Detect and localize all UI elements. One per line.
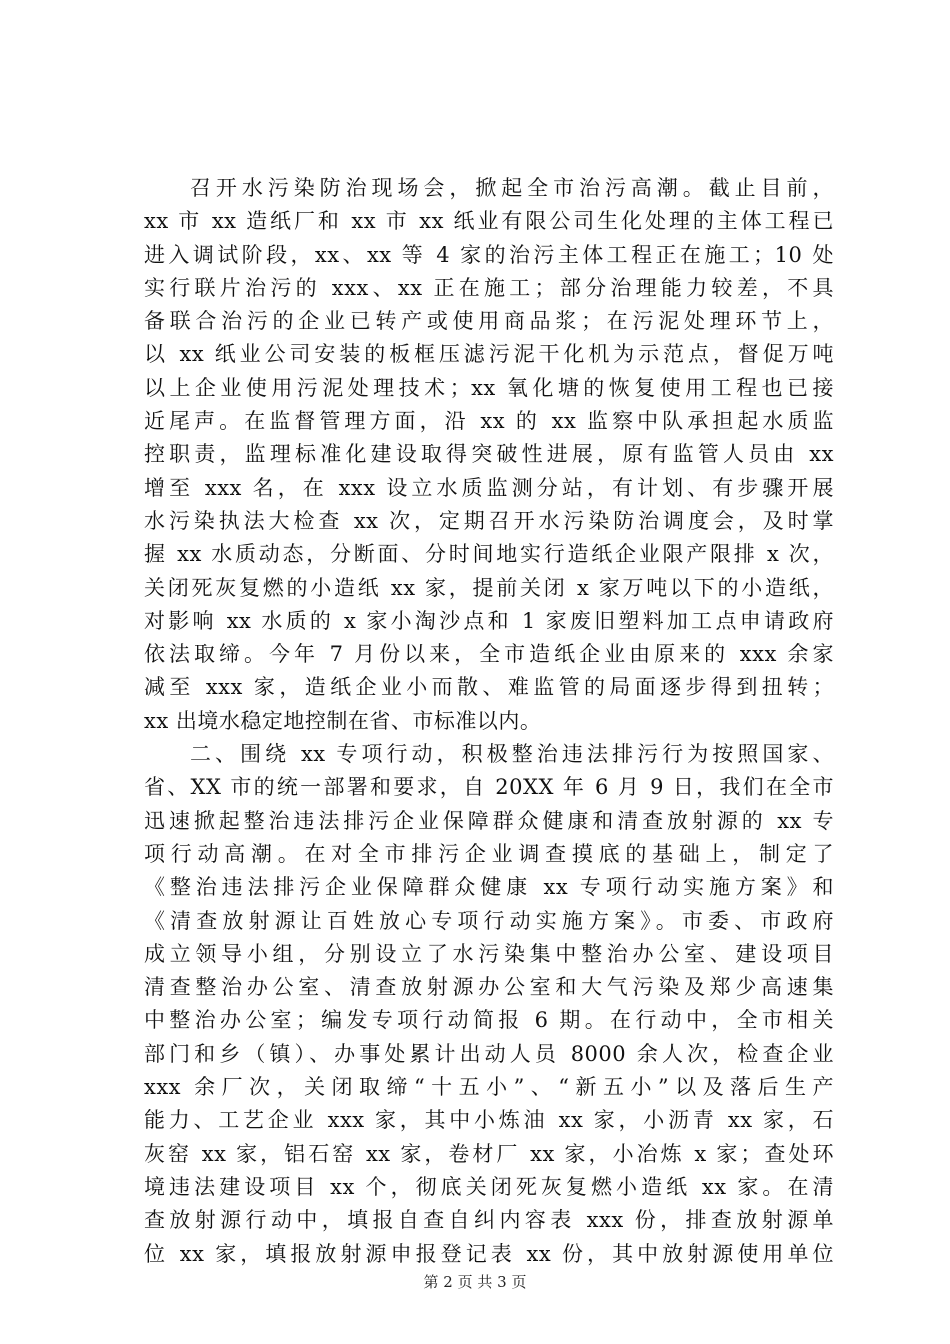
paragraph-line: 备联合治污的企业已转产或使用商品浆；在污泥处理环节上， (144, 309, 834, 334)
paragraph-line: 召开水污染防治现场会，掀起全市治污高潮。截止目前， (190, 176, 834, 200)
paragraph-line: 灰窑 xx 家，铝石窑 xx 家，卷材厂 xx 家，小冶炼 x 家；查处环 (144, 1141, 834, 1166)
body-text (144, 172, 834, 1271)
paragraph-line: 境违法建设项目 xx 个，彻底关闭死灰复燃小造纸 xx 家。在清 (144, 1174, 834, 1199)
paragraph-line: 以上企业使用污泥处理技术；xx 氧化塘的恢复使用工程也已接 (144, 375, 834, 400)
paragraph-line: 省、XX 市的统一部署和要求，自 20XX 年 6 月 9 日，我们在全市 (144, 775, 834, 800)
paragraph-line: 部门和乡（镇）、办事处累计出动人员 8000 余人次，检查企业 (144, 1041, 834, 1066)
paragraph-line: 增至 xxx 名，在 xxx 设立水质监测分站，有计划、有步骤开展 (144, 475, 834, 500)
paragraph-line: 水污染执法大检查 xx 次，定期召开水污染防治调度会，及时掌 (144, 508, 834, 533)
paragraph-line: 清查整治办公室、清查放射源办公室和大气污染及郑少高速集 (144, 975, 834, 1000)
paragraph-line: 控职责，监理标准化建设取得突破性进展，原有监管人员由 xx (144, 442, 834, 467)
paragraph-line: 成立领导小组，分别设立了水污染集中整治办公室、建设项目 (144, 941, 834, 966)
paragraph-line: xxx 余厂次，关闭取缔“十五小”、“新五小”以及落后生产 (144, 1075, 834, 1100)
section-heading-line: 二、围绕 xx 专项行动，积极整治违法排污行为按照国家、 (190, 742, 834, 767)
paragraph-line: 握 xx 水质动态，分断面、分时间地实行造纸企业限产限排 x 次， (144, 542, 834, 567)
paragraph-line: 查放射源行动中，填报自查自纠内容表 xxx 份，排查放射源单 (144, 1208, 834, 1233)
paragraph-line: 《清查放射源让百姓放心专项行动实施方案》。市委、市政府 (144, 908, 834, 933)
paragraph-line: 能力、工艺企业 xxx 家，其中小炼油 xx 家，小沥青 xx 家，石 (144, 1108, 834, 1133)
paragraph-line: 以 xx 纸业公司安装的板框压滤污泥干化机为示范点，督促万吨 (144, 342, 834, 367)
paragraph-line: 对影响 xx 水质的 x 家小淘沙点和 1 家废旧塑料加工点申请政府 (144, 608, 834, 633)
paragraph-line: 关闭死灰复燃的小造纸 xx 家，提前关闭 x 家万吨以下的小造纸， (144, 575, 834, 600)
paragraph-line: 依法取缔。今年 7 月份以来，全市造纸企业由原来的 xxx 余家 (144, 642, 834, 667)
paragraph-line: 进入调试阶段，xx、xx 等 4 家的治污主体工程正在施工；10 处 (144, 242, 834, 267)
paragraph-line: xx 市 xx 造纸厂和 xx 市 xx 纸业有限公司生化处理的主体工程已 (144, 209, 834, 234)
paragraph-line: 迅速掀起整治违法排污企业保障群众健康和清查放射源的 xx 专 (144, 808, 834, 833)
paragraph-line: 位 xx 家，填报放射源申报登记表 xx 份，其中放射源使用单位 (144, 1241, 834, 1266)
paragraph-line: 减至 xxx 家，造纸企业小而散、难监管的局面逐步得到扭转； (144, 675, 834, 700)
paragraph-line: 中整治办公室；编发专项行动简报 6 期。在行动中，全市相关 (144, 1008, 834, 1033)
paragraph-line: 近尾声。在监督管理方面，沿 xx 的 xx 监察中队承担起水质监 (144, 409, 834, 434)
paragraph-line: 《整治违法排污企业保障群众健康 xx 专项行动实施方案》和 (144, 875, 834, 900)
paragraph-line: xx 出境水稳定地控制在省、市标准以内。 (144, 708, 542, 733)
paragraph-line: 项行动高潮。在对全市排污企业调查摸底的基础上，制定了 (144, 841, 834, 866)
paragraph-line: 实行联片治污的 xxx、xx 正在施工；部分治理能力较差，不具 (144, 275, 834, 300)
page-number-footer: 第 2 页 共 3 页 (423, 1273, 527, 1291)
